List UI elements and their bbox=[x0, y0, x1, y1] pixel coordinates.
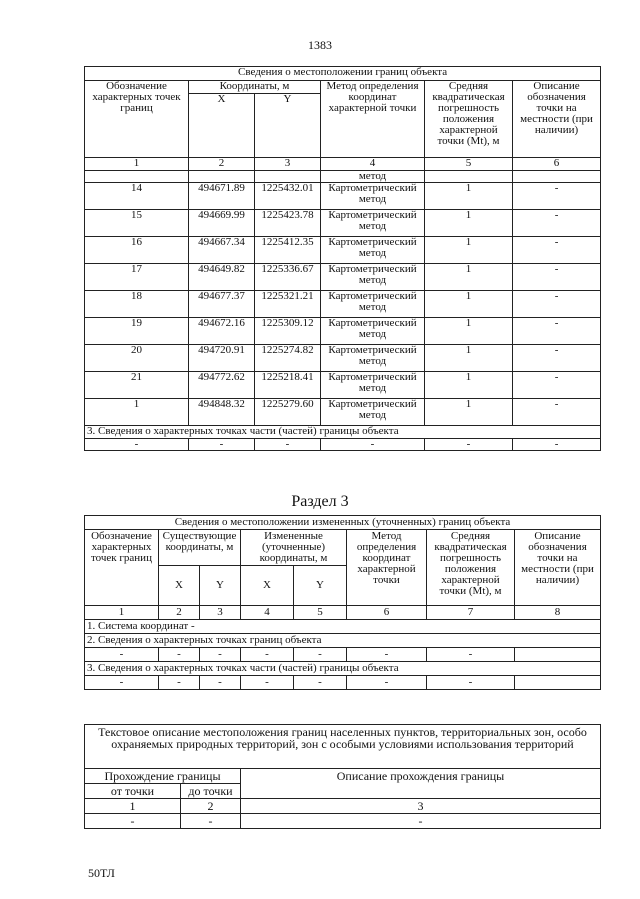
header-method: Метод определения координат характерной точки bbox=[347, 530, 427, 606]
point-number: 19 bbox=[85, 318, 189, 345]
header-x: X bbox=[189, 94, 255, 158]
method-line-2: метод bbox=[358, 274, 387, 286]
empty-cell: - bbox=[294, 648, 347, 662]
col-number: 8 bbox=[515, 606, 601, 620]
col-number: 1 bbox=[85, 799, 181, 814]
x-coordinate: 494848.32 bbox=[189, 399, 255, 426]
section-2-label: 2. Сведения о характерных точках границ объекта bbox=[85, 634, 601, 648]
section-title: Раздел 3 bbox=[291, 493, 349, 510]
column-numbers-row bbox=[85, 158, 601, 171]
col-number: 2 bbox=[181, 799, 241, 814]
x-coordinate: 494672.16 bbox=[189, 318, 255, 345]
header-changed-coordinates: Измененные (уточненные) координаты, м bbox=[241, 530, 347, 566]
method-line-2: метод bbox=[358, 247, 387, 259]
header-coordinates: Координаты, м bbox=[189, 81, 321, 94]
header-y: Y bbox=[200, 566, 241, 606]
table-caption: Сведения о местоположении измененных (уточненных) границ объекта bbox=[85, 516, 601, 530]
col-number: 6 bbox=[513, 158, 601, 171]
empty-cell: - bbox=[200, 648, 241, 662]
y-coordinate: 1225336.67 bbox=[255, 264, 321, 291]
point-number: 14 bbox=[85, 183, 189, 210]
point-number: 18 bbox=[85, 291, 189, 318]
method-line-2: метод bbox=[358, 355, 387, 367]
table-row bbox=[85, 372, 601, 399]
empty-cell: - bbox=[200, 676, 241, 690]
header-designation: Обозначение характерных точек границ bbox=[85, 530, 159, 606]
text-description-table bbox=[84, 724, 601, 829]
method-line-1: Картометрический bbox=[328, 398, 417, 410]
method-line-1: Картометрический bbox=[328, 344, 417, 356]
column-numbers-row bbox=[85, 799, 601, 814]
table-row bbox=[85, 237, 601, 264]
method-line-2: метод bbox=[358, 328, 387, 340]
empty-cell: - bbox=[159, 676, 200, 690]
header-from-point: от точки bbox=[85, 784, 181, 799]
table-row bbox=[85, 345, 601, 372]
empty-cell: - bbox=[513, 439, 601, 451]
y-coordinate: 1225274.82 bbox=[255, 345, 321, 372]
empty-cell: - bbox=[347, 676, 427, 690]
empty-cell: - bbox=[241, 676, 294, 690]
method-value bbox=[321, 264, 425, 291]
header-x: X bbox=[159, 566, 200, 606]
header-description: Описание обозначения точки на местности (при наличии) bbox=[513, 81, 601, 158]
method-line-1: Картометрический bbox=[328, 209, 417, 221]
empty-cell: - bbox=[181, 814, 241, 829]
empty-cell: - bbox=[85, 676, 159, 690]
table-caption: Сведения о местоположении границ объекта bbox=[85, 67, 601, 81]
table-row bbox=[85, 399, 601, 426]
empty-cell: - bbox=[241, 648, 294, 662]
empty-points-row bbox=[85, 439, 601, 451]
description-value: - bbox=[513, 399, 601, 426]
header-accuracy: Средняя квадратическая погрешность положения характерной точки (Mt), м bbox=[425, 81, 513, 158]
table-row bbox=[85, 210, 601, 237]
method-line-1: Картометрический bbox=[328, 317, 417, 329]
method-line-1: Картометрический bbox=[328, 182, 417, 194]
header-y: Y bbox=[294, 566, 347, 606]
header-x: X bbox=[241, 566, 294, 606]
empty-points-row bbox=[85, 676, 601, 690]
method-line-2: метод bbox=[358, 193, 387, 205]
carry-over-row bbox=[85, 171, 601, 183]
section-3-label: 3. Сведения о характерных точках части (частей) границы объекта bbox=[85, 662, 601, 676]
description-value: - bbox=[513, 210, 601, 237]
empty-points-row bbox=[85, 814, 601, 829]
x-coordinate: 494772.62 bbox=[189, 372, 255, 399]
table-row bbox=[85, 291, 601, 318]
header-passage-description: Описание прохождения границы bbox=[241, 769, 601, 799]
y-coordinate: 1225218.41 bbox=[255, 372, 321, 399]
carry-over-text: метод bbox=[321, 171, 425, 183]
empty-cell: - bbox=[189, 439, 255, 451]
description-value: - bbox=[513, 291, 601, 318]
empty-cell: - bbox=[241, 814, 601, 829]
table-caption: Текстовое описание местоположения границ населенных пунктов, территориальных зон, особо охраняемых природных территорий, зон с особыми условиями использования территорий bbox=[85, 725, 601, 769]
col-number: 1 bbox=[85, 606, 159, 620]
description-value: - bbox=[513, 318, 601, 345]
method-line-1: Картометрический bbox=[328, 263, 417, 275]
col-number: 4 bbox=[241, 606, 294, 620]
empty-cell: - bbox=[427, 676, 515, 690]
method-value bbox=[321, 210, 425, 237]
header-description: Описание обозначения точки на местности (при наличии) bbox=[515, 530, 601, 606]
x-coordinate: 494649.82 bbox=[189, 264, 255, 291]
footer-code: 50ТЛ bbox=[88, 866, 115, 880]
accuracy-value: 1 bbox=[425, 264, 513, 291]
point-number: 15 bbox=[85, 210, 189, 237]
empty-cell: - bbox=[321, 439, 425, 451]
method-value bbox=[321, 183, 425, 210]
method-line-2: метод bbox=[358, 220, 387, 232]
accuracy-value: 1 bbox=[425, 345, 513, 372]
x-coordinate: 494671.89 bbox=[189, 183, 255, 210]
point-number: 1 bbox=[85, 399, 189, 426]
x-coordinate: 494669.99 bbox=[189, 210, 255, 237]
x-coordinate: 494677.37 bbox=[189, 291, 255, 318]
header-passage: Прохождение границы bbox=[85, 769, 241, 784]
header-accuracy: Средняя квадратическая погрешность положения характерной точки (Mt), м bbox=[427, 530, 515, 606]
y-coordinate: 1225412.35 bbox=[255, 237, 321, 264]
empty-cell: - bbox=[85, 648, 159, 662]
table-row bbox=[85, 318, 601, 345]
accuracy-value: 1 bbox=[425, 237, 513, 264]
changed-boundaries-table bbox=[84, 515, 601, 690]
method-line-1: Картометрический bbox=[328, 236, 417, 248]
y-coordinate: 1225279.60 bbox=[255, 399, 321, 426]
column-numbers-row bbox=[85, 606, 601, 620]
method-line-1: Картометрический bbox=[328, 290, 417, 302]
header-y: Y bbox=[255, 94, 321, 158]
empty-cell: - bbox=[159, 648, 200, 662]
accuracy-value: 1 bbox=[425, 183, 513, 210]
method-line-1: Картометрический bbox=[328, 371, 417, 383]
empty-cell: - bbox=[427, 648, 515, 662]
description-value: - bbox=[513, 372, 601, 399]
description-value: - bbox=[513, 264, 601, 291]
accuracy-value: 1 bbox=[425, 291, 513, 318]
empty-cell: - bbox=[85, 439, 189, 451]
empty-cell: - bbox=[347, 648, 427, 662]
object-boundaries-table bbox=[84, 66, 601, 451]
coordinate-system-label: 1. Система координат - bbox=[85, 620, 601, 634]
col-number: 2 bbox=[159, 606, 200, 620]
table-row bbox=[85, 183, 601, 210]
y-coordinate: 1225321.21 bbox=[255, 291, 321, 318]
method-line-2: метод bbox=[358, 382, 387, 394]
header-method: Метод определения координат характерной точки bbox=[321, 81, 425, 158]
method-value bbox=[321, 237, 425, 264]
y-coordinate: 1225432.01 bbox=[255, 183, 321, 210]
header-to-point: до точки bbox=[181, 784, 241, 799]
y-coordinate: 1225309.12 bbox=[255, 318, 321, 345]
header-existing-coordinates: Существующие координаты, м bbox=[159, 530, 241, 566]
accuracy-value: 1 bbox=[425, 210, 513, 237]
col-number: 3 bbox=[241, 799, 601, 814]
empty-points-row bbox=[85, 648, 601, 662]
header-designation: Обозначение характерных точек границ bbox=[85, 81, 189, 158]
page-number: 1383 bbox=[308, 38, 332, 52]
method-value bbox=[321, 372, 425, 399]
method-line-2: метод bbox=[358, 301, 387, 313]
col-number: 7 bbox=[427, 606, 515, 620]
empty-cell: - bbox=[255, 439, 321, 451]
empty-cell: - bbox=[425, 439, 513, 451]
point-number: 16 bbox=[85, 237, 189, 264]
col-number: 5 bbox=[425, 158, 513, 171]
point-number: 17 bbox=[85, 264, 189, 291]
description-value: - bbox=[513, 183, 601, 210]
description-value: - bbox=[513, 237, 601, 264]
accuracy-value: 1 bbox=[425, 318, 513, 345]
description-value: - bbox=[513, 345, 601, 372]
col-number: 5 bbox=[294, 606, 347, 620]
empty-cell: - bbox=[294, 676, 347, 690]
col-number: 2 bbox=[189, 158, 255, 171]
col-number: 3 bbox=[200, 606, 241, 620]
method-value bbox=[321, 318, 425, 345]
x-coordinate: 494667.34 bbox=[189, 237, 255, 264]
col-number: 1 bbox=[85, 158, 189, 171]
method-value bbox=[321, 345, 425, 372]
point-number: 20 bbox=[85, 345, 189, 372]
col-number: 6 bbox=[347, 606, 427, 620]
col-number: 4 bbox=[321, 158, 425, 171]
table-row bbox=[85, 264, 601, 291]
method-value bbox=[321, 291, 425, 318]
accuracy-value: 1 bbox=[425, 399, 513, 426]
method-value bbox=[321, 399, 425, 426]
accuracy-value: 1 bbox=[425, 372, 513, 399]
section-3-label: 3. Сведения о характерных точках части (частей) границы объекта bbox=[85, 426, 601, 439]
col-number: 3 bbox=[255, 158, 321, 171]
empty-cell: - bbox=[85, 814, 181, 829]
y-coordinate: 1225423.78 bbox=[255, 210, 321, 237]
point-number: 21 bbox=[85, 372, 189, 399]
x-coordinate: 494720.91 bbox=[189, 345, 255, 372]
method-line-2: метод bbox=[358, 409, 387, 421]
